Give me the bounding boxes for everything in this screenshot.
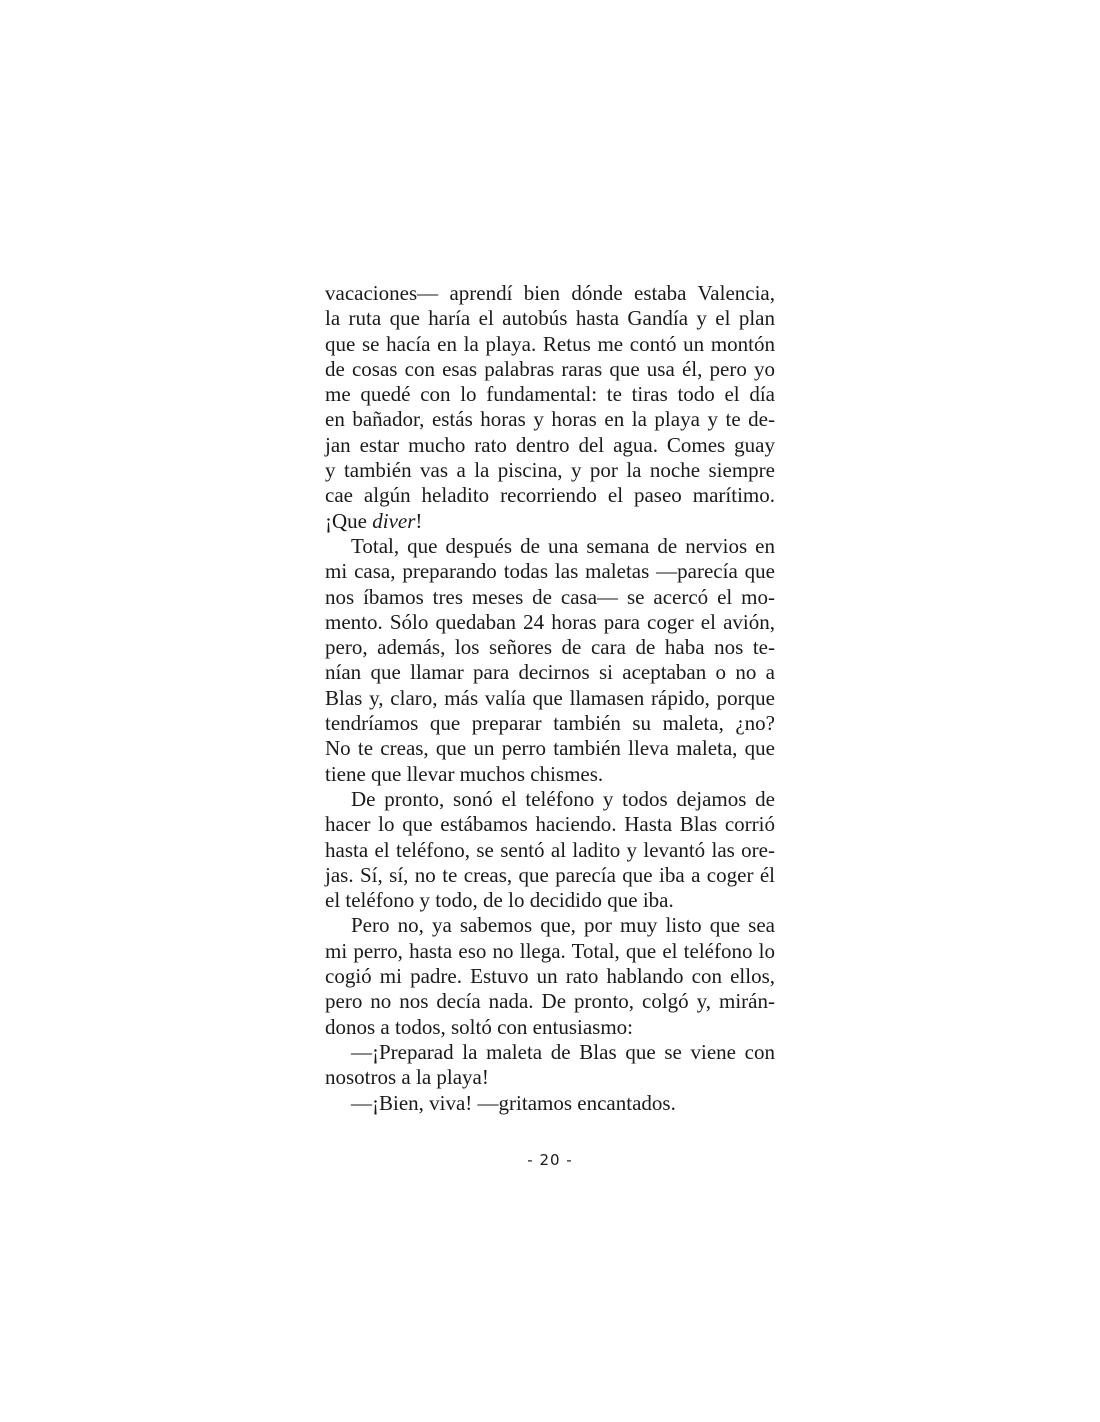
text-line: mento. Sólo quedaban 24 horas para coger el avión, (325, 609, 775, 634)
text-fragment: ! (415, 508, 423, 533)
text-line: mi casa, preparando todas las maletas —parecía que (325, 559, 775, 584)
text-line: en bañador, estás horas y horas en la playa y te de- (325, 407, 775, 432)
text-line: hacer lo que estábamos haciendo. Hasta Blas corrió (325, 812, 775, 837)
text-line: jas. Sí, sí, no te creas, que parecía que iba a coger él (325, 862, 775, 887)
text-line: nos íbamos tres meses de casa— se acercó el mo- (325, 584, 775, 609)
text-line: Blas y, claro, más valía que llamasen rápido, porque (325, 685, 775, 710)
text-line: cae algún heladito recorriendo el paseo marítimo. (325, 483, 775, 508)
text-line: tendríamos que preparar también su maleta, ¿no? (325, 711, 775, 736)
text-line: Pero no, ya sabemos que, por muy listo que sea (351, 913, 775, 938)
text-line: vacaciones— aprendí bien dónde estaba Valencia, (325, 281, 775, 305)
text-line: me quedé con lo fundamental: te tiras todo el día (325, 382, 775, 407)
text-line: y también vas a la piscina, y por la noche siempre (325, 458, 775, 483)
text-line: cogió mi padre. Estuvo un rato hablando con ellos, (325, 964, 775, 989)
text-fragment: ¡Que (325, 508, 373, 533)
text-line: jan estar mucho rato dentro del agua. Comes guay (325, 432, 775, 457)
text-line: —¡Bien, viva! —gritamos encantados. (351, 1090, 676, 1115)
text-line: nían que llamar para decirnos si aceptaban o no a (325, 660, 775, 685)
italic-word: diver (372, 508, 416, 533)
text-line: el teléfono y todo, de lo decidido que iba. (325, 888, 674, 913)
text-line: nosotros a la playa! (325, 1065, 489, 1090)
body-text (325, 281, 775, 1116)
text-line: De pronto, sonó el teléfono y todos dejamos de (351, 786, 775, 811)
text-line: donos a todos, soltó con entusiasmo: (325, 1014, 633, 1039)
text-line: la ruta que haría el autobús hasta Gandía y el plan (325, 306, 775, 331)
text-line: No te creas, que un perro también lleva maleta, que (325, 736, 775, 761)
text-line: pero, además, los señores de cara de haba nos te- (325, 635, 775, 660)
text-line: tiene que llevar muchos chismes. (325, 761, 604, 786)
text-line: Total, que después de una semana de nervios en (351, 533, 775, 558)
text-line: pero no nos decía nada. De pronto, colgó y, mirán- (325, 989, 775, 1014)
text-line: mi perro, hasta eso no llega. Total, que el teléfono lo (325, 938, 775, 963)
text-line: de cosas con esas palabras raras que usa él, pero yo (325, 356, 775, 381)
text-line: que se hacía en la playa. Retus me contó un montón (325, 331, 775, 356)
text-line (325, 509, 775, 534)
page-number: - 20 - (527, 1151, 573, 1169)
text-line: hasta el teléfono, se sentó al ladito y levantó las ore- (325, 837, 775, 862)
text-line: —¡Preparad la maleta de Blas que se viene con (351, 1039, 775, 1064)
